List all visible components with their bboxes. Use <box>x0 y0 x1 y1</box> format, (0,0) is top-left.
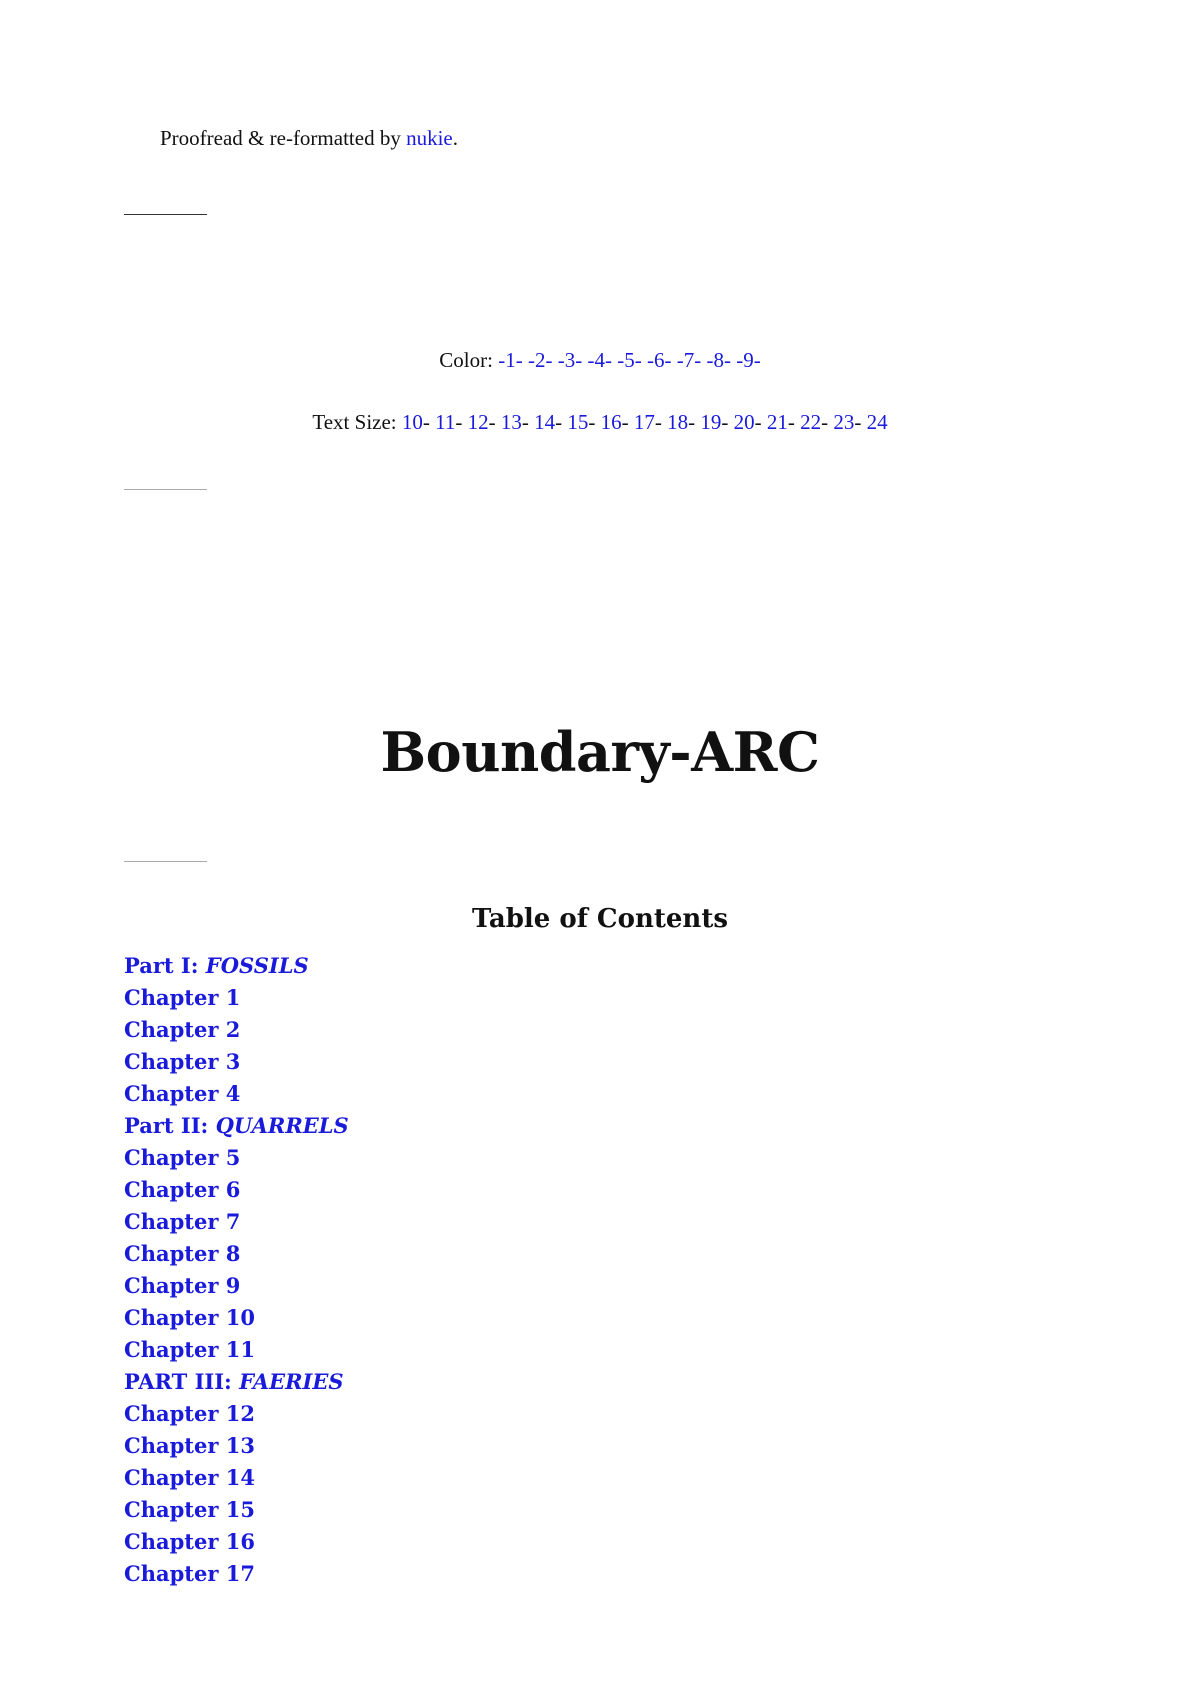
divider-lower <box>124 861 207 862</box>
toc-link-label: Chapter 8 <box>124 1241 241 1266</box>
text-size-separator: - <box>688 410 696 434</box>
text-size-option-14[interactable]: 14 <box>534 410 556 434</box>
text-size-option-13[interactable]: 13 <box>500 410 522 434</box>
toc-link-label: Chapter 2 <box>124 1017 241 1042</box>
color-option-9[interactable]: -9- <box>736 348 761 372</box>
toc-entry <box>124 1398 349 1430</box>
text-size-label: Text Size: <box>312 410 397 434</box>
toc-entry <box>124 950 349 982</box>
text-size-separator: - <box>787 410 795 434</box>
toc-link-chapter-17[interactable] <box>124 1561 255 1586</box>
toc-entry <box>124 1462 349 1494</box>
toc-entry <box>124 982 349 1014</box>
divider-top <box>124 214 207 215</box>
toc-link-chapter-12[interactable] <box>124 1401 255 1426</box>
toc-heading: Table of Contents <box>472 904 728 934</box>
toc-link-chapter-7[interactable] <box>124 1209 240 1234</box>
color-option-3[interactable]: -3- <box>557 348 583 372</box>
toc-entry <box>124 1334 349 1366</box>
text-size-options <box>0 410 1200 435</box>
toc-link-chapter-14[interactable] <box>124 1465 255 1490</box>
toc-link-chapter-2[interactable] <box>124 1017 240 1042</box>
color-option-6[interactable]: -6- <box>646 348 672 372</box>
toc-link-subtitle: QUARRELS <box>215 1113 349 1138</box>
toc-entry <box>124 1366 349 1398</box>
toc-entry <box>124 1526 349 1558</box>
text-size-separator: - <box>521 410 529 434</box>
text-size-separator: - <box>821 410 829 434</box>
color-option-7[interactable]: -7- <box>676 348 702 372</box>
toc-link-chapter-13[interactable] <box>124 1433 255 1458</box>
toc-entry <box>124 1206 349 1238</box>
toc-entry <box>124 1430 349 1462</box>
toc-link-part-iii-faeries[interactable] <box>124 1369 344 1394</box>
text-size-option-20[interactable]: 20 <box>733 410 755 434</box>
color-option-2[interactable]: -2- <box>527 348 553 372</box>
credit-prefix: Proofread & re-formatted by <box>160 126 407 150</box>
toc-link-label: Chapter 14 <box>124 1465 255 1490</box>
color-option-4[interactable]: -4- <box>587 348 612 372</box>
text-size-separator: - <box>455 410 463 434</box>
toc-link-chapter-9[interactable] <box>124 1273 240 1298</box>
toc-link-chapter-1[interactable] <box>124 985 240 1010</box>
toc-link-part-i-fossils[interactable] <box>124 953 309 978</box>
toc-link-label: Chapter 12 <box>124 1401 255 1426</box>
toc-link-label: Chapter 1 <box>124 985 241 1010</box>
toc-link-subtitle: FAERIES <box>239 1369 344 1394</box>
text-size-separator: - <box>488 410 496 434</box>
toc-entry <box>124 1238 349 1270</box>
author-link[interactable]: nukie <box>406 126 453 150</box>
text-size-option-15[interactable]: 15 <box>567 410 589 434</box>
text-size-option-18[interactable]: 18 <box>667 410 689 434</box>
toc-link-chapter-15[interactable] <box>124 1497 255 1522</box>
text-size-option-23[interactable]: 23 <box>833 410 855 434</box>
color-option-5[interactable]: -5- <box>617 348 642 372</box>
toc-link-chapter-11[interactable] <box>124 1337 255 1362</box>
text-size-option-19[interactable]: 19 <box>700 410 722 434</box>
toc-link-chapter-10[interactable] <box>124 1305 255 1330</box>
toc-link-label: Chapter 16 <box>124 1529 255 1554</box>
toc-link-chapter-16[interactable] <box>124 1529 255 1554</box>
text-size-separator: - <box>754 410 762 434</box>
color-item-list <box>498 348 761 372</box>
text-size-option-16[interactable]: 16 <box>600 410 622 434</box>
toc-link-label: Part II: <box>124 1113 216 1138</box>
divider-middle <box>124 489 207 490</box>
toc-entry <box>124 1014 349 1046</box>
text-size-separator: - <box>555 410 563 434</box>
toc-link-label: PART III: <box>124 1369 240 1394</box>
toc-entry <box>124 1078 349 1110</box>
table-of-contents <box>124 950 349 1590</box>
toc-entry <box>124 1558 349 1590</box>
text-size-option-11[interactable]: 11 <box>435 410 456 434</box>
toc-link-subtitle: FOSSILS <box>205 953 309 978</box>
toc-link-chapter-3[interactable] <box>124 1049 240 1074</box>
toc-link-label: Part I: <box>124 953 206 978</box>
color-options <box>0 348 1200 373</box>
page-title: Boundary-ARC <box>380 720 820 784</box>
toc-link-label: Chapter 17 <box>124 1561 255 1586</box>
toc-link-label: Chapter 9 <box>124 1273 241 1298</box>
text-size-separator: - <box>588 410 596 434</box>
toc-link-part-ii-quarrels[interactable] <box>124 1113 349 1138</box>
toc-link-label: Chapter 11 <box>124 1337 255 1362</box>
toc-link-label: Chapter 5 <box>124 1145 241 1170</box>
toc-entry <box>124 1142 349 1174</box>
toc-link-chapter-4[interactable] <box>124 1081 240 1106</box>
text-size-separator: - <box>422 410 430 434</box>
toc-link-label: Chapter 4 <box>124 1081 241 1106</box>
toc-link-chapter-5[interactable] <box>124 1145 240 1170</box>
toc-entry <box>124 1270 349 1302</box>
toc-link-chapter-8[interactable] <box>124 1241 240 1266</box>
text-size-separator: - <box>854 410 862 434</box>
text-size-option-21[interactable]: 21 <box>766 410 788 434</box>
text-size-option-22[interactable]: 22 <box>800 410 822 434</box>
toc-entry <box>124 1302 349 1334</box>
text-size-item-list <box>402 410 888 434</box>
text-size-option-12[interactable]: 12 <box>467 410 489 434</box>
toc-link-label: Chapter 7 <box>124 1209 241 1234</box>
toc-link-label: Chapter 10 <box>124 1305 255 1330</box>
toc-entry <box>124 1174 349 1206</box>
toc-entry <box>124 1110 349 1142</box>
toc-entry <box>124 1494 349 1526</box>
text-size-separator: - <box>654 410 662 434</box>
toc-link-label: Chapter 13 <box>124 1433 255 1458</box>
toc-entry <box>124 1046 349 1078</box>
toc-link-chapter-6[interactable] <box>124 1177 240 1202</box>
color-option-8[interactable]: -8- <box>706 348 731 372</box>
text-size-option-24[interactable]: 24 <box>866 410 888 434</box>
toc-link-label: Chapter 6 <box>124 1177 241 1202</box>
color-label: Color: <box>439 348 493 372</box>
text-size-separator: - <box>621 410 629 434</box>
toc-link-label: Chapter 3 <box>124 1049 241 1074</box>
text-size-option-10[interactable]: 10 <box>401 410 423 434</box>
toc-link-label: Chapter 15 <box>124 1497 255 1522</box>
text-size-separator: - <box>721 410 729 434</box>
color-option-1[interactable]: -1- <box>498 348 523 372</box>
credit-suffix: . <box>452 126 458 150</box>
text-size-option-17[interactable]: 17 <box>633 410 655 434</box>
credit-line <box>160 126 458 151</box>
